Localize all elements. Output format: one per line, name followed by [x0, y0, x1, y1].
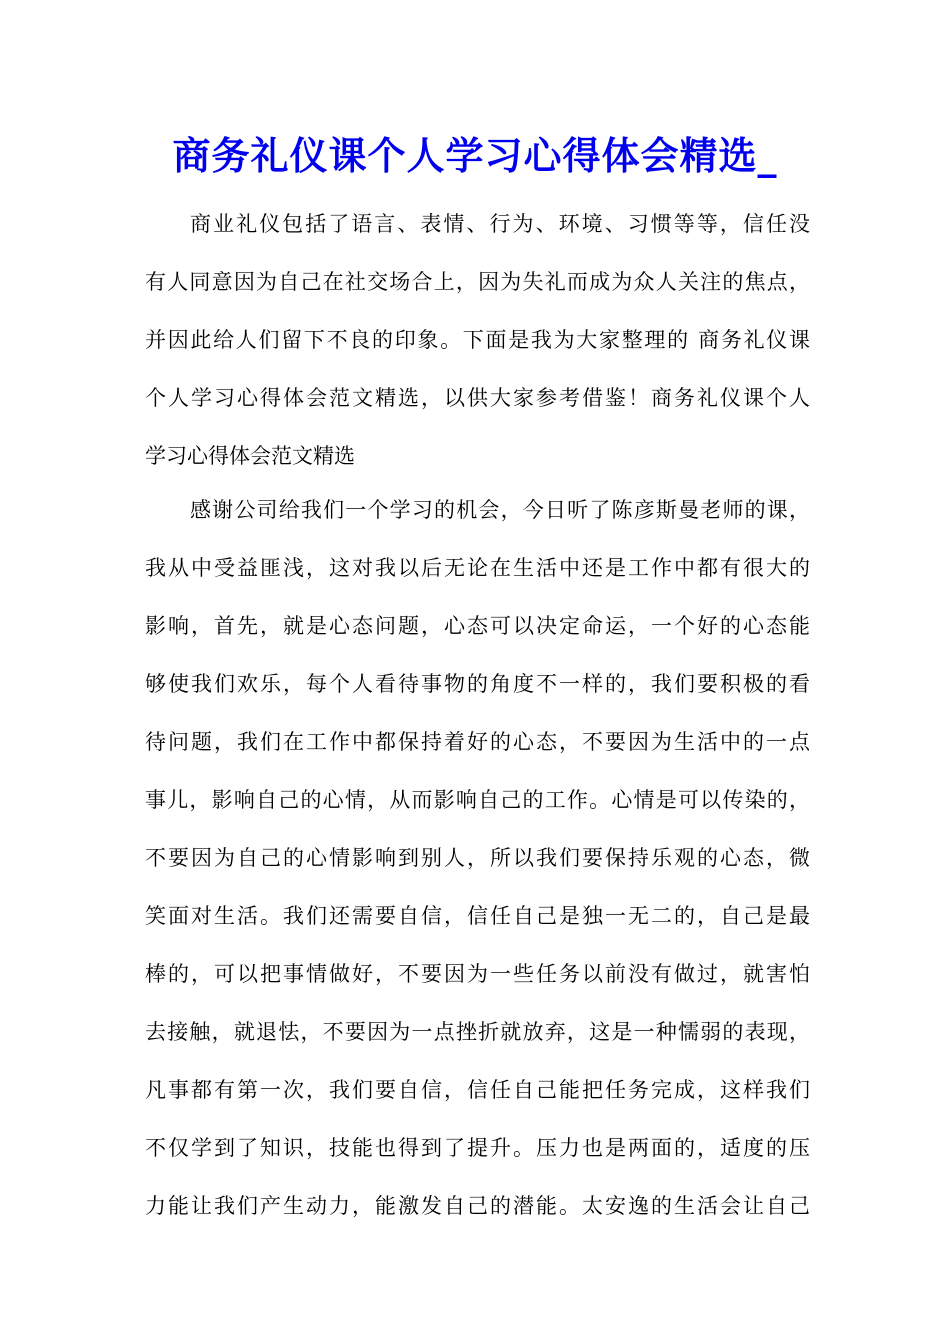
text-line: 不要因为自己的心情影响到别人，所以我们要保持乐观的心态，微 — [145, 846, 810, 870]
text-line: 有人同意因为自己在社交场合上，因为失礼而成为众人关注的焦点， — [145, 270, 810, 294]
text-line: 商业礼仪包括了语言、表情、行为、环境、习惯等等，信任没 — [190, 212, 810, 236]
paragraph-intro — [145, 195, 810, 485]
text-line: 个人学习心得体会范文精选，以供大家参考借鉴！商务礼仪课个人 — [145, 386, 810, 410]
text-line: 并因此给人们留下不良的印象。下面是我为大家整理的 商务礼仪课 — [145, 328, 810, 352]
text-line: 我从中受益匪浅，这对我以后无论在生活中还是工作中都有很大的 — [145, 556, 810, 580]
text-line: 去接触，就退怯，不要因为一点挫折就放弃，这是一种懦弱的表现， — [145, 1020, 810, 1044]
document-title: 商务礼仪课个人学习心得体会精选_ — [172, 133, 778, 178]
paragraph-body — [145, 481, 810, 1235]
text-line: 凡事都有第一次，我们要自信，信任自己能把任务完成，这样我们 — [145, 1078, 810, 1102]
text-line: 待问题，我们在工作中都保持着好的心态，不要因为生活中的一点 — [145, 730, 810, 754]
text-line: 笑面对生活。我们还需要自信，信任自己是独一无二的，自己是最 — [145, 904, 810, 928]
text-line: 够使我们欢乐，每个人看待事物的角度不一样的，我们要积极的看 — [145, 672, 810, 696]
text-line: 不仅学到了知识，技能也得到了提升。压力也是两面的，适度的压 — [145, 1136, 810, 1160]
text-line: 事儿，影响自己的心情，从而影响自己的工作。心情是可以传染的， — [145, 788, 810, 812]
text-line: 棒的，可以把事情做好，不要因为一些任务以前没有做过，就害怕 — [145, 962, 810, 986]
text-line: 学习心得体会范文精选 — [145, 444, 355, 468]
text-line: 感谢公司给我们一个学习的机会，今日听了陈彦斯曼老师的课， — [190, 498, 810, 522]
text-line: 力能让我们产生动力，能激发自己的潜能。太安逸的生活会让自己 — [145, 1194, 810, 1218]
text-line: 影响，首先，就是心态问题，心态可以决定命运，一个好的心态能 — [145, 614, 810, 638]
